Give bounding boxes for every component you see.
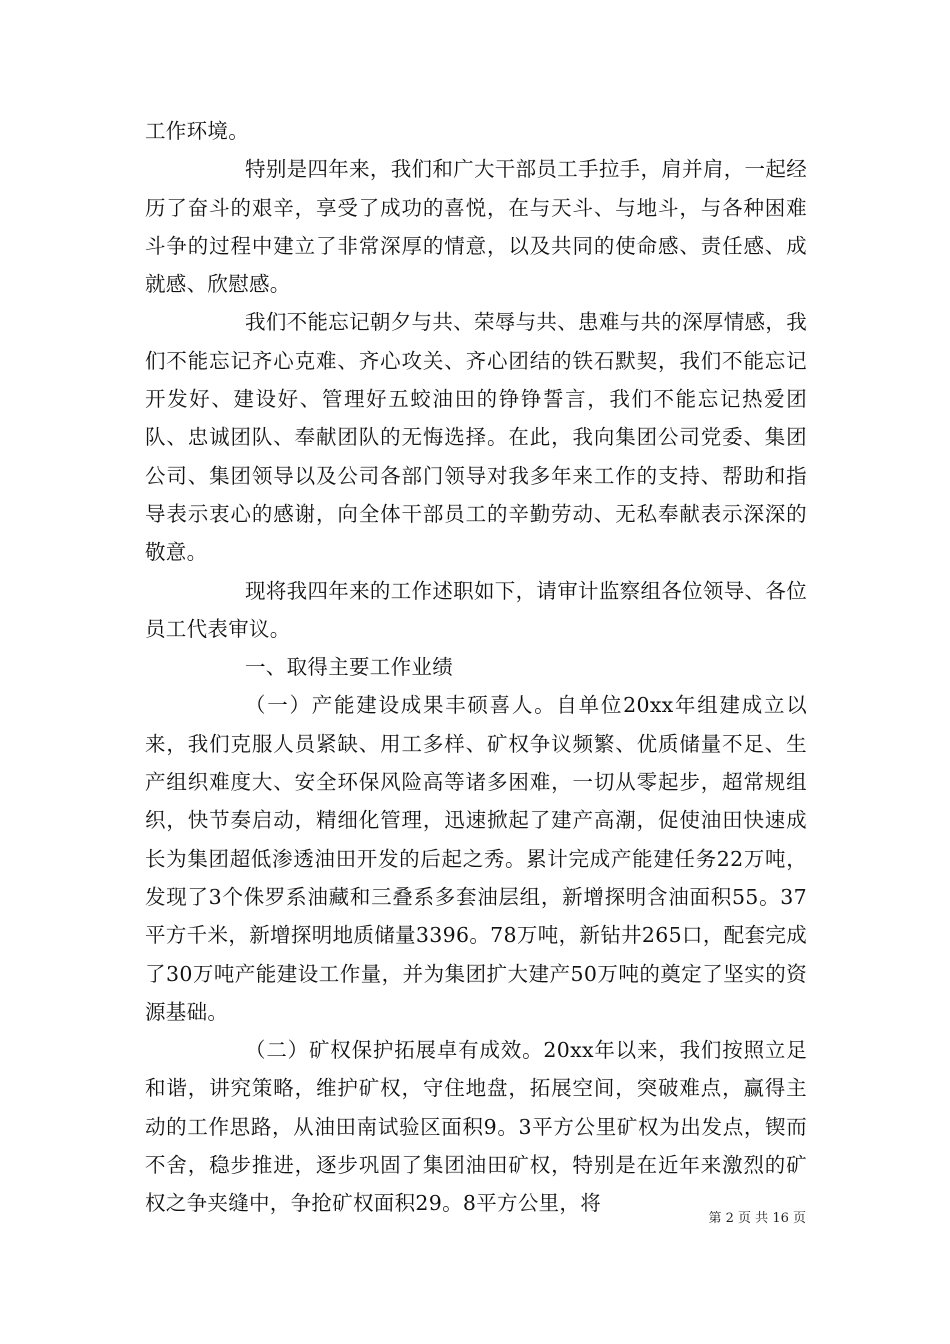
paragraph-cannot-forget: 我们不能忘记朝夕与共、荣辱与共、患难与共的深厚情感，我们不能忘记齐心克难、齐心攻关、齐心团结的铁石默契，我们不能忘记开发好、建设好、管理好五蛟油田的铮铮誓言，我们不能忘记热爱团队、忠诚团队、奉献团队的无悔选择。在此，我向集团公司党委、集团公司、集团领导以及公司各部门领导对我多年来工作的支持、帮助和指导表示衷心的感谢，向全体干部员工的辛勤劳动、无私奉献表示深深的敬意。 bbox=[145, 310, 807, 565]
page-number-footer: 第 2 页 共 16 页 bbox=[708, 1211, 806, 1226]
page-body bbox=[145, 112, 807, 1223]
paragraph-four-years: 特别是四年来，我们和广大干部员工手拉手，肩并肩，一起经历了奋斗的艰辛，享受了成功的喜悦，在与天斗、与地斗，与各种困难斗争的过程中建立了非常深厚的情意，以及共同的使命感、责任感、成就感、欣慰感。 bbox=[145, 157, 807, 297]
paragraph-mining-rights: （二）矿权保护拓展卓有成效。20xx年以来，我们按照立足和谐，讲究策略，维护矿权，守住地盘，拓展空间，突破难点，赢得主动的工作思路，从油田南试验区面积9。3平方公里矿权为出发点，锲而不舍，稳步推进，逐步巩固了集团油田矿权，特别是在近年来激烈的矿权之争夹缝中，争抢矿权面积29。8平方公里，将 bbox=[145, 1038, 807, 1216]
paragraph-report-intro: 现将我四年来的工作述职如下，请审计监察组各位领导、各位员工代表审议。 bbox=[145, 578, 807, 641]
paragraph-continuation: 工作环境。 bbox=[145, 119, 249, 143]
paragraph-capacity-building: （一）产能建设成果丰硕喜人。自单位20xx年组建成立以来，我们克服人员紧缺、用工多样、矿权争议频繁、优质储量不足、生产组织难度大、安全环保风险高等诸多困难，一切从零起步，超常规组织，快节奏启动，精细化管理，迅速掀起了建产高潮，促使油田快速成长为集团超低渗透油田开发的后起之秀。累计完成产能建任务22万吨，发现了3个侏罗系油藏和三叠系多套油层组，新增探明含油面积55。37平方千米，新增探明地质储量3396。78万吨，新钻井265口，配套完成了30万吨产能建设工作量，并为集团扩大建产50万吨的奠定了坚实的资源基础。 bbox=[145, 693, 807, 1024]
section-heading-achievements: 一、取得主要工作业绩 bbox=[245, 655, 453, 680]
